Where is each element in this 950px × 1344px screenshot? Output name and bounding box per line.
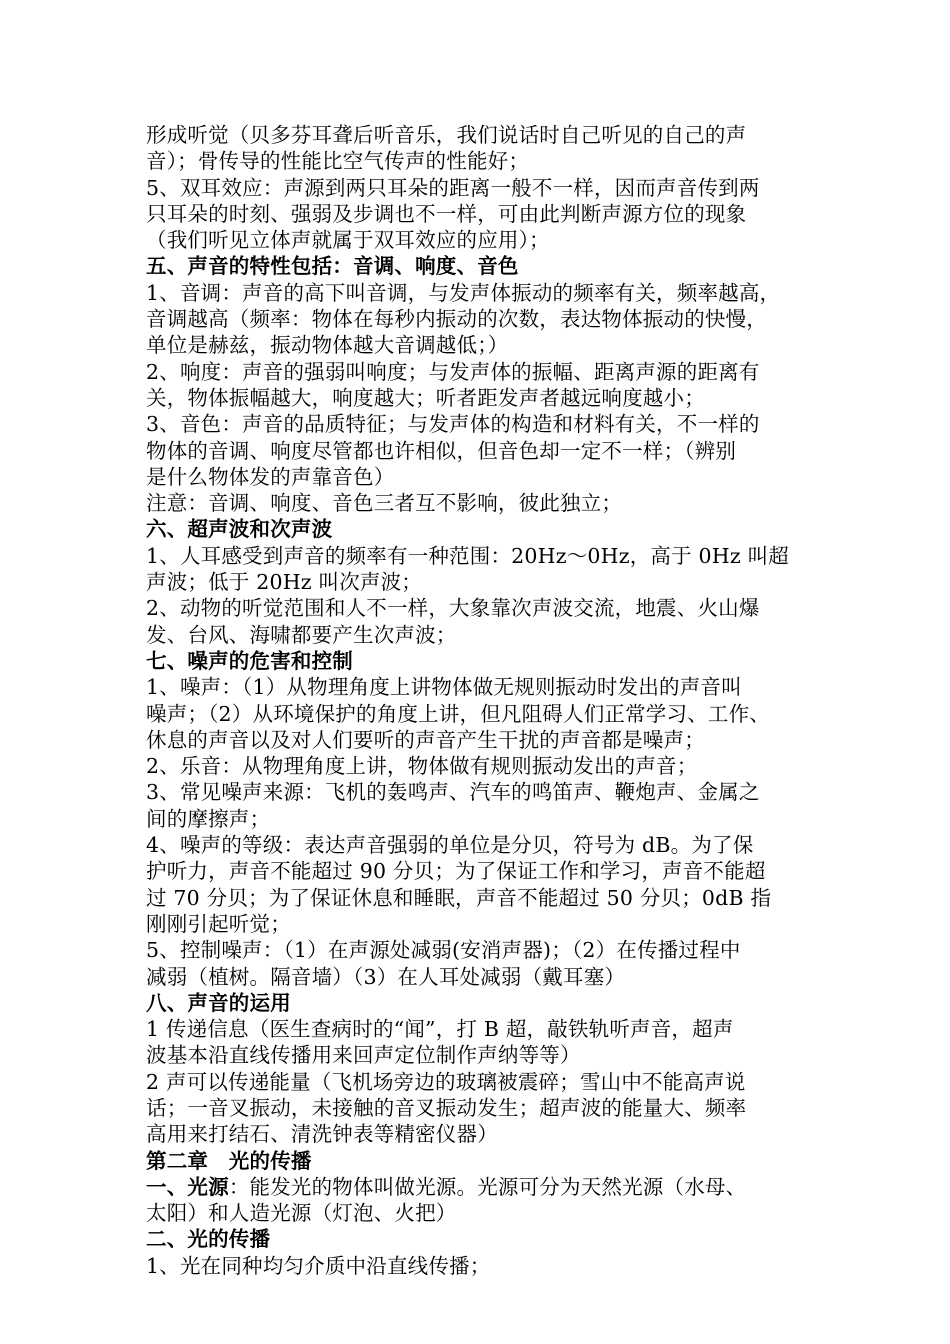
section-heading: 八、声音的运用	[146, 990, 291, 1015]
text-line: 音）；骨传导的性能比空气传声的性能好；	[146, 149, 530, 174]
text-line: 注意：音调、响度、音色三者互不影响，彼此独立；	[146, 491, 623, 516]
text-line: 声波；低于 20Hz 叫次声波；	[146, 570, 422, 595]
text-line: 2、响度：声音的强弱叫响度；与发声体的振幅、距离声源的距离有	[146, 359, 760, 384]
text-line	[146, 1174, 828, 1200]
section-heading: 五、声音的特性包括：音调、响度、音色	[146, 254, 519, 279]
text-line: 关，物体振幅越大，响度越大；听者距发声者越远响度越小；	[146, 385, 705, 410]
text-line: 间的摩擦声；	[146, 806, 271, 831]
text-line: 1 传递信息（医生查病时的“闻”，打 B 超，敲铁轨听声音，超声	[146, 1017, 734, 1042]
text-line: 1、音调：声音的高下叫音调，与发声体振动的频率有关，频率越高，	[146, 280, 781, 305]
text-line: 2、乐音：从物理角度上讲，物体做有规则振动发出的声音；	[146, 754, 698, 779]
text-line: 形成听觉（贝多芬耳聋后听音乐，我们说话时自己听见的自己的声	[146, 123, 747, 147]
section-heading: 二、光的传播	[146, 1227, 271, 1252]
text-line: 1、人耳感受到声音的频率有一种范围：20Hz～0Hz，高于 0Hz 叫超	[146, 543, 789, 568]
text-line: 1、光在同种均匀介质中沿直线传播；	[146, 1253, 491, 1278]
text-line: 5、双耳效应：声源到两只耳朵的距离一般不一样，因而声音传到两	[146, 175, 760, 200]
text-line: 刚刚引起听觉；	[146, 911, 291, 936]
chapter-heading: 第二章 光的传播	[146, 1148, 312, 1173]
text-line: 太阳）和人造光源（灯泡、火把）	[146, 1201, 457, 1226]
text-line: 5、控制噪声：（1）在声源处减弱(安消声器)；（2）在传播过程中	[146, 938, 741, 963]
text-line: 发、台风、海啸都要产生次声波；	[146, 622, 457, 647]
document-page	[146, 122, 828, 1279]
text-line: 过 70 分贝；为了保证休息和睡眠，声音不能超过 50 分贝；0dB 指	[146, 885, 772, 910]
text-line: 音调越高（频率：物体在每秒内振动的次数，表达物体振动的快慢，	[146, 307, 767, 332]
text-line: 是什么物体发的声靠音色）	[146, 464, 395, 489]
text-line: 2、动物的听觉范围和人不一样，大象靠次声波交流，地震、火山爆	[146, 596, 760, 621]
text-line: 2 声可以传递能量（飞机场旁边的玻璃被震碎；雪山中不能高声说	[146, 1069, 746, 1094]
text-line: 单位是赫兹，振动物体越大音调越低；）	[146, 333, 509, 358]
text-line: 物体的音调、响度尽管都也许相似，但音色却一定不一样；（辨别	[146, 438, 737, 463]
text-line: （我们听见立体声就属于双耳效应的应用）；	[146, 228, 550, 253]
text-line: 休息的声音以及对人们要听的声音产生干扰的声音都是噪声；	[146, 727, 705, 752]
text-line: 1、噪声：（1）从物理角度上讲物体做无规则振动时发出的声音叫	[146, 675, 742, 700]
text-line: 波基本沿直线传播用来回声定位制作声纳等等）	[146, 1043, 581, 1068]
text-line: 护听力，声音不能超过 90 分贝；为了保证工作和学习，声音不能超	[146, 859, 766, 884]
text-line: 高用来打结石、清洗钟表等精密仪器）	[146, 1122, 498, 1147]
inline-heading: 一、光源	[146, 1174, 229, 1199]
text-line: 减弱（植树。隔音墙）（3）在人耳处减弱（戴耳塞）	[146, 964, 626, 989]
section-heading: 七、噪声的危害和控制	[146, 648, 353, 673]
inline-text: ：能发光的物体叫做光源。光源可分为天然光源（水母、	[228, 1174, 747, 1199]
section-heading: 六、超声波和次声波	[146, 517, 333, 542]
text-line: 话；一音叉振动，未接触的音叉振动发生；超声波的能量大、频率	[146, 1095, 747, 1120]
text-line: 4、噪声的等级：表达声音强弱的单位是分贝，符号为 dB。为了保	[146, 833, 754, 858]
text-line: 3、音色：声音的品质特征；与发声体的构造和材料有关，不一样的	[146, 412, 760, 437]
text-line: 只耳朵的时刻、强弱及步调也不一样，可由此判断声源方位的现象	[146, 201, 747, 226]
text-line: 3、常见噪声来源：飞机的轰鸣声、汽车的鸣笛声、鞭炮声、金属之	[146, 780, 760, 805]
text-line: 噪声；（2）从环境保护的角度上讲，但凡阻碍人们正常学习、工作、	[146, 701, 770, 726]
